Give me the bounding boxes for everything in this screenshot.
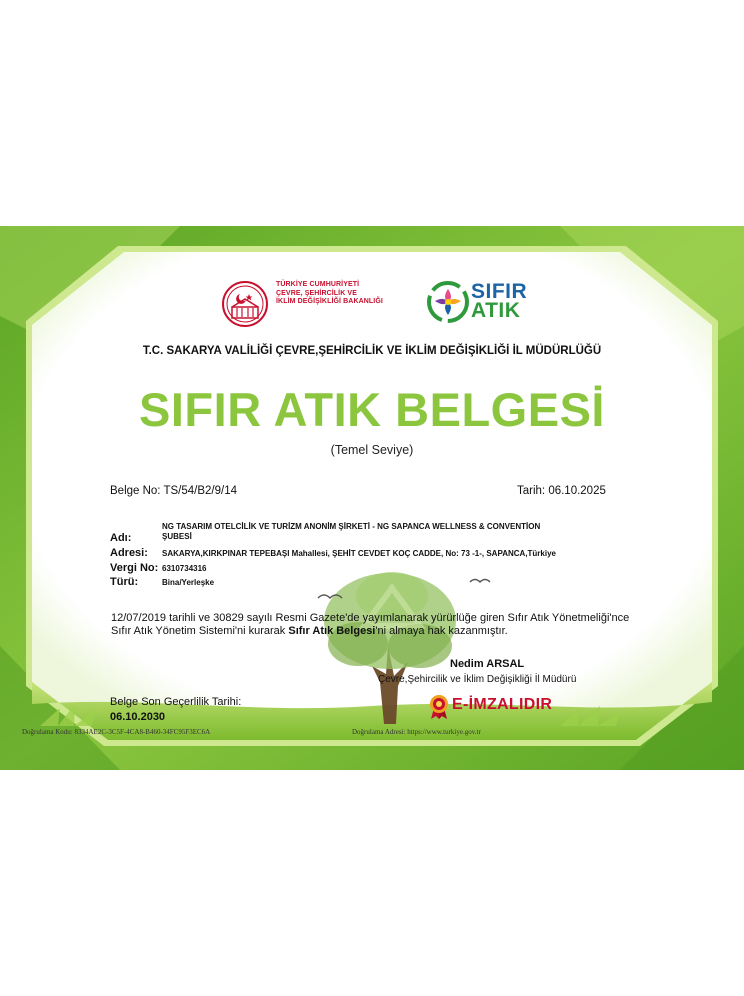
validity-date: 06.10.2030 [110,711,166,723]
address-value: SAKARYA,KIRKPINAR TEPEBAŞI Mahallesi, ŞEHİT CEVDET KOÇ CADDE, No: 73 -1-, SAPANCA,Türkiye [162,549,556,558]
seal-icon [428,694,450,720]
statement-part2: 'ni almaya hak kazanmıştır. [375,624,508,637]
statement-part1: 12/07/2019 tarihli ve 30829 sayılı Resmi Gazete'de yayımlanarak yürürlüğe giren Sıfır Atık Yönetmeliği'nce Sıfır Atık Yönetim Sistemi'ni kurarak [111,612,630,637]
signer-title: Çevre,Şehircilik ve İklim Değişikliği İl Müdürü [378,674,577,685]
signer-name: Nedim ARSAL [450,658,525,670]
verification-code: Doğrulama Kodu: 8334AE2C-3C5F-4CA8-B460-34FC95F3EC6A [22,728,211,736]
certificate-content [0,226,744,770]
statement-bold: Sıfır Atık Belgesi [288,624,376,637]
type-value: Bina/Yerleşke [162,578,215,587]
document-number: Belge No: TS/54/B2/9/14 [110,485,238,497]
ministry-line2: ÇEVRE, ŞEHİRCİLİK VE [276,289,357,297]
e-signature-stamp: E-İMZALIDIR [452,696,553,713]
certificate-title: SIFIR ATIK BELGESİ [139,383,605,436]
tax-label: Vergi No: [110,562,159,574]
ministry-name [276,281,383,307]
ministry-line1: TÜRKİYE CUMHURİYETİ [276,281,360,288]
ministry-line3: İKLİM DEĞİŞİKLİĞİ BAKANLIĞI [276,298,383,306]
name-label: Adı: [110,532,132,544]
brand-line2: ATIK [471,299,521,322]
certificate-statement [111,612,631,637]
certificate-subtitle: (Temel Seviye) [330,443,414,457]
company-name-line2: ŞUBESİ [162,532,192,541]
company-name-line1: NG TASARIM OTELCİLİK VE TURİZM ANONİM ŞİRKETİ - NG SAPANCA WELLNESS & CONVENTİON [162,522,541,531]
address-label: Adresi: [110,547,148,559]
brand-wordmark [471,282,527,320]
type-label: Türü: [110,576,139,588]
validity-label: Belge Son Geçerlilik Tarihi: [110,696,242,708]
ministry-emblem-icon [220,280,270,328]
tax-value: 6310734316 [162,564,207,573]
certificate [0,226,744,770]
document-date: Tarih: 06.10.2025 [517,485,606,497]
verification-address: Doğrulama Adresi: https://www.turkiye.gov.tr [352,728,481,736]
sifir-atik-logo-icon [426,279,470,325]
directorate-title: T.C. SAKARYA VALİLİĞİ ÇEVRE,ŞEHİRCİLİK VE İKLİM DEĞİŞİKLİĞİ İL MÜDÜRLÜĞÜ [142,345,602,357]
brand-line1: SIFIR [471,280,528,303]
